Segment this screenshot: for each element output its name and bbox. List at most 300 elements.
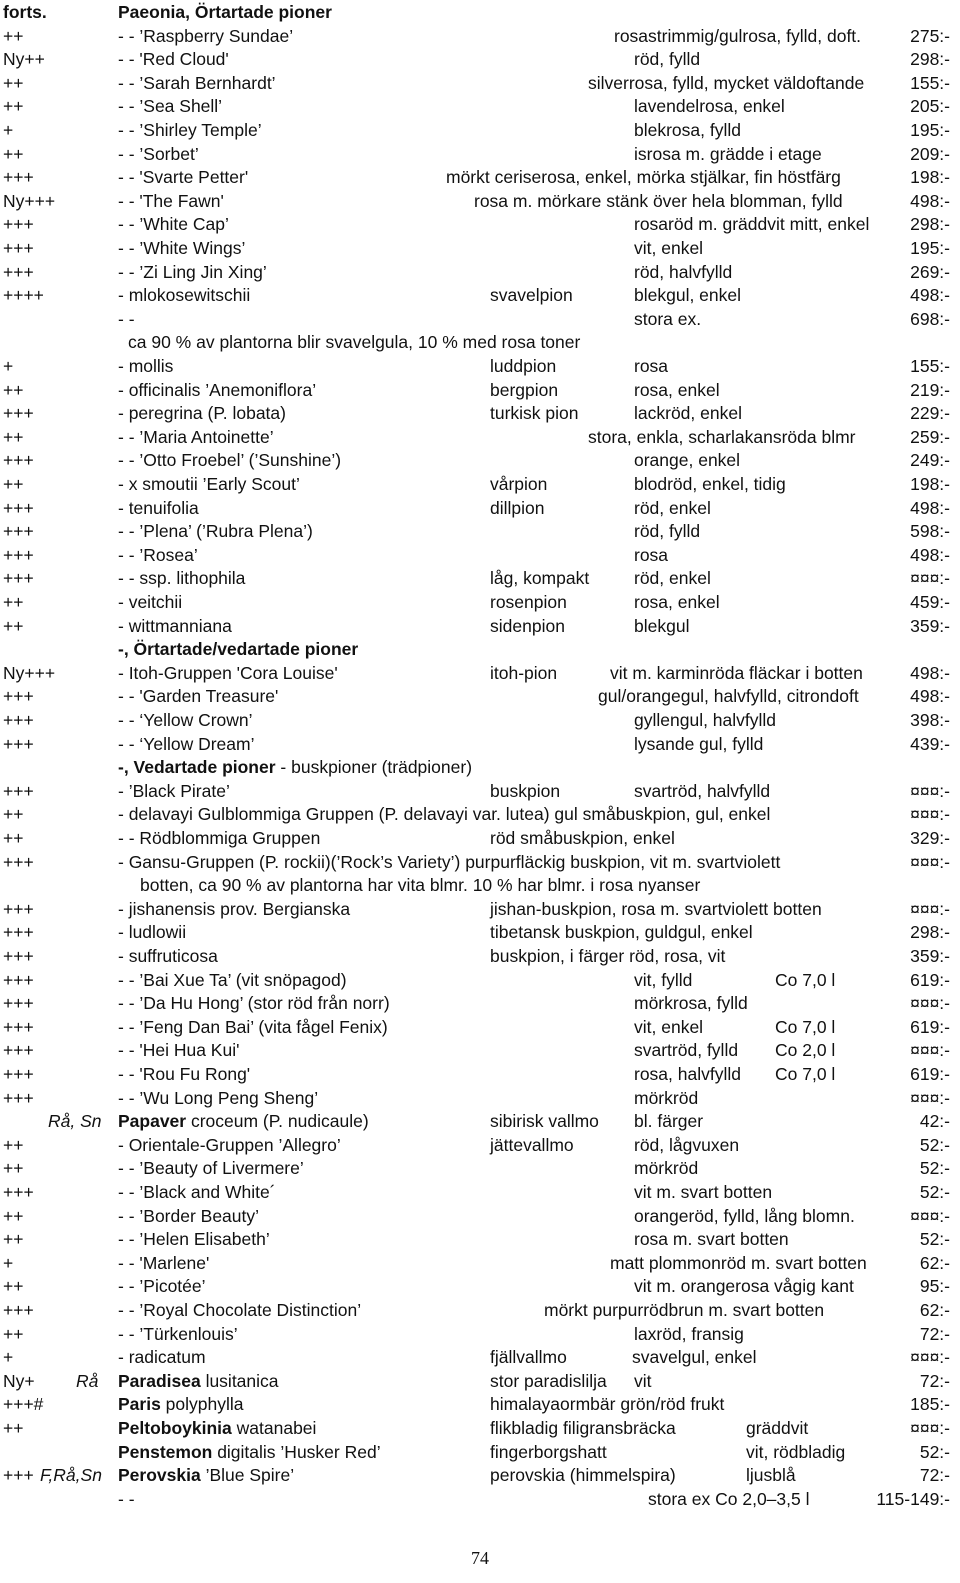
hardiness-code: ++ (3, 426, 24, 447)
description: svartröd, halvfylld (634, 780, 771, 801)
plant-name-main: - ’Black Pirate’ (118, 780, 230, 801)
list-item (0, 519, 960, 543)
extra-info: Co 2,0 l (775, 1040, 836, 1061)
price: 229:- (910, 403, 950, 424)
plant-name (118, 1345, 206, 1369)
list-item (0, 920, 960, 944)
description: vit m. orangerosa vågig kant (634, 1276, 854, 1297)
description: blekgul, enkel (634, 285, 742, 306)
price: 52:- (919, 1441, 950, 1462)
price: 155:- (910, 72, 950, 93)
price: 205:- (910, 96, 950, 117)
plant-name-main: - - ’Raspberry Sundae’ (118, 25, 294, 46)
swedish-name: itoh-pion (490, 662, 558, 683)
hardiness-code: +++ (3, 1300, 34, 1320)
price: 398:- (910, 710, 950, 730)
plant-name-main: Perovskia (118, 1465, 201, 1486)
swedish-name: rosenpion (490, 592, 567, 612)
list-item (0, 142, 960, 166)
plant-name (118, 212, 229, 236)
list-item (0, 873, 960, 897)
location-code: F,Rå,Sn (40, 1465, 102, 1486)
list-item (0, 661, 960, 685)
price: 598:- (910, 521, 950, 542)
list-item (0, 425, 960, 449)
plant-name-main: - - ’Beauty of Livermere’ (118, 1158, 304, 1179)
swedish-name: flikbladig filigransbräcka (490, 1418, 676, 1438)
plant-name (118, 496, 199, 520)
hardiness-code: ++ (3, 1229, 24, 1250)
hardiness-code: +++ (3, 922, 34, 943)
price: 52:- (919, 1182, 950, 1202)
hardiness-code: +++ (3, 710, 34, 730)
plant-name-main: - - ’Rosea’ (118, 544, 198, 565)
list-item (0, 1062, 960, 1086)
hardiness-code: +++ (3, 238, 34, 258)
hardiness-code: ++ (3, 1418, 24, 1438)
plant-name-main: - - ’Picotée’ (118, 1276, 206, 1297)
plant-name-main: - - 'Garden Treasure' (118, 686, 279, 707)
hardiness-code: Ny+++ (3, 190, 56, 211)
plant-name (118, 165, 248, 189)
list-item (0, 24, 960, 48)
list-item (0, 637, 960, 661)
hardiness-code: ++ (3, 615, 24, 636)
description: rosa, halvfylld (634, 1064, 741, 1084)
extra-info: Co 7,0 l (775, 1016, 836, 1037)
plant-name (118, 1440, 381, 1464)
list-item (0, 1322, 960, 1346)
description: stora ex Co 2,0–3,5 l (648, 1488, 810, 1509)
swedish-name: jishan-buskpion, rosa m. svartviolett botten (490, 898, 822, 919)
plant-name (118, 47, 229, 71)
swedish-name: fjällvallmo (490, 1347, 567, 1368)
plant-name-main: - - 'Marlene' (118, 1252, 210, 1273)
swedish-name: turkisk pion (490, 403, 579, 424)
price: 459:- (910, 592, 950, 612)
plant-name (118, 566, 245, 590)
description: mörkt purpurrödbrun m. svart botten (544, 1300, 825, 1320)
swedish-name: buskpion (490, 780, 561, 801)
note-text: ca 90 % av plantorna blir svavelgula, 10 % med rosa toner (128, 332, 581, 353)
plant-name-main: - mollis (118, 356, 174, 376)
description: röd, fylld (634, 49, 701, 70)
hardiness-code: ++ (3, 1134, 24, 1155)
plant-name (118, 1487, 135, 1511)
plant-name (118, 118, 262, 142)
swedish-name: stor paradislilja (490, 1370, 607, 1391)
plant-name-main: - - ’Royal Chocolate Distinction’ (118, 1300, 362, 1320)
swedish-name: bergpion (490, 379, 559, 400)
extra-info: ljusblå (746, 1465, 796, 1486)
hardiness-code: Ny+++ (3, 662, 56, 683)
description: rosa, enkel (634, 592, 720, 612)
price: 95:- (919, 1276, 950, 1297)
description: isrosa m. grädde i etage (634, 143, 822, 164)
list-item (0, 496, 960, 520)
plant-name-main: Peltoboykinia (118, 1418, 232, 1438)
price: 498:- (910, 190, 950, 211)
price: 209:- (910, 143, 950, 164)
hardiness-code: ++ (3, 96, 24, 117)
price: ¤¤¤:- (910, 851, 950, 872)
plant-name-main: - - ’Zi Ling Jin Xing’ (118, 261, 267, 282)
plant-name (118, 1251, 209, 1275)
description: blekgul (634, 615, 690, 636)
list-item (0, 684, 960, 708)
plant-name-main: - x smoutii ’Early Scout’ (118, 474, 300, 494)
plant-name (118, 732, 254, 756)
hardiness-code: ++ (3, 143, 24, 164)
description: rosa m. svart botten (634, 1229, 789, 1250)
list-item (0, 1298, 960, 1322)
price: 195:- (910, 120, 950, 140)
plant-name-main: - peregrina (P. lobata) (118, 403, 286, 424)
list-item (0, 1109, 960, 1133)
description: rosa (634, 356, 669, 376)
list-item (0, 1038, 960, 1062)
description: lysande gul, fylld (634, 733, 764, 754)
plant-name-main: - - ’Maria Antoinette’ (118, 426, 274, 447)
description: vit m. karminröda fläckar i botten (610, 662, 863, 683)
plant-name-main: Papaver (118, 1111, 187, 1132)
hardiness-code: +++ (3, 780, 34, 801)
price: 155:- (910, 356, 950, 376)
list-item (0, 590, 960, 614)
plant-name (118, 661, 338, 685)
price: 72:- (919, 1465, 950, 1486)
plant-name (118, 401, 286, 425)
description: röd, fylld (634, 521, 701, 542)
swedish-name: fingerborgshatt (490, 1441, 607, 1462)
list-item (0, 330, 960, 354)
description: mörkt ceriserosa, enkel, mörka stjälkar, fin höstfärg (446, 167, 841, 188)
plant-name-main: - delavayi Gulblommiga Gruppen (P. delavayi var. lutea) gul småbuskpion, gul, enkel (118, 804, 771, 825)
description: rosa (634, 544, 669, 565)
plant-name (118, 378, 316, 402)
swedish-name: jättevallmo (490, 1134, 574, 1155)
plant-name (118, 1015, 388, 1039)
hardiness-code: ++ (3, 804, 24, 825)
page-number: 74 (471, 1548, 489, 1568)
price: 275:- (910, 25, 950, 46)
price: ¤¤¤:- (910, 1040, 950, 1061)
plant-name-rest: polyphylla (160, 1394, 244, 1415)
price: ¤¤¤:- (910, 1347, 950, 1368)
description: vit (634, 1370, 652, 1391)
plant-name-main: -, Örtartade/vedartade pioner (118, 639, 359, 660)
plant-name-main: - - ’Bai Xue Ta’ (vit snöpagod) (118, 969, 347, 990)
description: rosaröd m. gräddvit mitt, enkel (634, 214, 870, 235)
location-code: Rå (76, 1370, 99, 1391)
description: röd, lågvuxen (634, 1134, 740, 1155)
list-item (0, 1204, 960, 1228)
price: 52:- (919, 1158, 950, 1179)
list-item (0, 1180, 960, 1204)
description: blodröd, enkel, tidig (634, 474, 786, 494)
price: 498:- (910, 662, 950, 683)
plant-name (118, 307, 135, 331)
plant-name-main: -, Vedartade pioner (118, 757, 276, 778)
plant-name (118, 779, 230, 803)
description: lackröd, enkel (634, 403, 742, 424)
location-code: Rå, Sn (48, 1111, 102, 1132)
plant-name-main: - Orientale-Gruppen ’Allegro’ (118, 1134, 341, 1155)
list-item (0, 1463, 960, 1487)
note-text: botten, ca 90 % av plantorna har vita blmr. 10 % har blmr. i rosa nyanser (140, 875, 701, 896)
hardiness-code: +++ (3, 851, 34, 872)
list-item (0, 1392, 960, 1416)
plant-name-rest: ’Blue Spire’ (200, 1465, 295, 1486)
price: 359:- (910, 615, 950, 636)
extra-info: Co 7,0 l (775, 969, 836, 990)
plant-name (118, 1274, 206, 1298)
plant-name-main: - - 'Red Cloud' (118, 49, 229, 70)
swedish-name: himalayaormbär grön/röd frukt (490, 1394, 725, 1415)
description: silverrosa, fylld, mycket väldoftande (588, 72, 865, 93)
price: 52:- (919, 1134, 950, 1155)
plant-name-main: - - ’Shirley Temple’ (118, 120, 262, 140)
list-item (0, 1015, 960, 1039)
plant-name (118, 637, 358, 661)
description: vit, enkel (634, 238, 704, 258)
hardiness-code: +++ (3, 686, 34, 707)
plant-name-main: - - Rödblommiga Gruppen (118, 828, 321, 848)
description: matt plommonröd m. svart botten (610, 1252, 867, 1273)
plant-name-rest: lusitanica (200, 1370, 279, 1391)
price: 62:- (919, 1300, 950, 1320)
hardiness-code: + (3, 120, 14, 140)
price: 619:- (910, 1016, 950, 1037)
hardiness-code: +++ (3, 1064, 34, 1084)
hardiness-code: +++ (3, 1182, 34, 1202)
description: gul/orangegul, halvfylld, citrondoft (598, 686, 859, 707)
list-item (0, 472, 960, 496)
plant-name (118, 1204, 259, 1228)
plant-name-main: - mlokosewitschii (118, 285, 251, 306)
plant-name (118, 142, 199, 166)
plant-name-rest: watanabei (231, 1418, 317, 1438)
description: mörkröd (634, 1158, 699, 1179)
plant-name-rest: - buskpioner (trädpioner) (275, 757, 473, 778)
plant-name-main: - - ’Wu Long Peng Sheng’ (118, 1087, 319, 1108)
price: 269:- (910, 261, 950, 282)
plant-name-main: - - ‘Yellow Crown’ (118, 710, 253, 730)
hardiness-code: ++ (3, 25, 24, 46)
hardiness-code: Ny+ (3, 1370, 35, 1391)
price: 298:- (910, 214, 950, 235)
list-item (0, 968, 960, 992)
plant-name (118, 1109, 369, 1133)
list-item (0, 802, 960, 826)
price: ¤¤¤:- (910, 898, 950, 919)
list-item (0, 283, 960, 307)
plant-name (118, 0, 332, 24)
plant-name (118, 850, 780, 874)
list-item (0, 614, 960, 638)
description: vit, enkel (634, 1016, 704, 1037)
plant-name (118, 354, 173, 378)
description: vit m. svart botten (634, 1182, 773, 1202)
price: 298:- (910, 922, 950, 943)
plant-name-main: - - ’Türkenlouis’ (118, 1323, 238, 1344)
description: laxröd, fransig (634, 1323, 744, 1344)
plant-name-main: - - ’Da Hu Hong’ (stor röd från norr) (118, 993, 390, 1014)
swedish-name: dillpion (490, 497, 545, 518)
list-item (0, 850, 960, 874)
plant-name-main: - - ’Otto Froebel’ (’Sunshine’) (118, 450, 342, 471)
hardiness-code: +++ (3, 521, 34, 542)
price: 439:- (910, 733, 950, 754)
plant-name-main: - ludlowii (118, 922, 187, 943)
hardiness-code: +++ (3, 568, 34, 589)
price: ¤¤¤:- (910, 804, 950, 825)
description: lavendelrosa, enkel (634, 96, 785, 117)
price: 219:- (910, 379, 950, 400)
hardiness-code: +++ (3, 1016, 34, 1037)
hardiness-code: ++ (3, 592, 24, 612)
list-item (0, 1274, 960, 1298)
plant-name-main: - - ’White Cap’ (118, 214, 229, 235)
price: ¤¤¤:- (910, 993, 950, 1014)
swedish-name: buskpion, i färger röd, rosa, vit (490, 946, 726, 966)
list-item (0, 1487, 960, 1511)
hardiness-code: +++ (3, 544, 34, 565)
extra-info: gräddvit (746, 1418, 809, 1438)
plant-name (118, 991, 390, 1015)
plant-name (118, 920, 186, 944)
plant-name (118, 1416, 316, 1440)
swedish-name: luddpion (490, 356, 557, 376)
swedish-name: sidenpion (490, 615, 565, 636)
plant-name (118, 519, 313, 543)
list-item (0, 944, 960, 968)
price: ¤¤¤:- (910, 1205, 950, 1226)
price: 498:- (910, 285, 950, 306)
plant-name-main: Penstemon (118, 1441, 213, 1462)
plant-name (118, 71, 276, 95)
list-item (0, 543, 960, 567)
plant-name-rest: digitalis ’Husker Red’ (212, 1441, 381, 1462)
price: 52:- (919, 1229, 950, 1250)
plant-name (118, 1156, 304, 1180)
list-item (0, 354, 960, 378)
plant-name-main: - - 'Svarte Petter' (118, 167, 249, 188)
description: stora, enkla, scharlakansröda blmr (588, 426, 856, 447)
plant-name-main: - - 'Rou Fu Rong' (118, 1064, 251, 1084)
description: mörkrosa, fylld (634, 993, 748, 1014)
hardiness-code: ++ (3, 474, 24, 494)
plant-name (118, 802, 770, 826)
price: 198:- (910, 167, 950, 188)
list-item (0, 1251, 960, 1275)
plant-name (118, 1180, 276, 1204)
hardiness-code: +++ (3, 214, 34, 235)
list-item (0, 448, 960, 472)
price: ¤¤¤:- (910, 1087, 950, 1108)
hardiness-code: +++ (3, 1087, 34, 1108)
plant-name (118, 472, 300, 496)
plant-name-main: Paris (118, 1394, 161, 1415)
swedish-name: tibetansk buskpion, guldgul, enkel (490, 922, 753, 943)
list-item (0, 401, 960, 425)
plant-name-main: - - 'Hei Hua Kui' (118, 1040, 240, 1061)
hardiness-code: +++ (3, 403, 34, 424)
hardiness-code: ++ (3, 1205, 24, 1226)
price: 498:- (910, 686, 950, 707)
plant-name-main: - - ’Sorbet’ (118, 143, 199, 164)
plant-name (118, 24, 293, 48)
hardiness-code: ++ (3, 1276, 24, 1297)
plant-name-main: - - 'The Fawn' (118, 190, 224, 211)
plant-name (118, 236, 245, 260)
description: rosa, enkel (634, 379, 720, 400)
list-item (0, 779, 960, 803)
description: röd, enkel (634, 568, 711, 589)
price: 115-149:- (876, 1488, 950, 1509)
list-item (0, 1133, 960, 1157)
description: bl. färger (634, 1111, 704, 1132)
hardiness-code: +++ (3, 450, 34, 471)
hardiness-code: +++# (3, 1394, 44, 1415)
description: röd, halvfylld (634, 261, 733, 282)
plant-name-main: - - ssp. lithophila (118, 568, 246, 589)
plant-name-main: - - ’Border Beauty’ (118, 1205, 260, 1226)
plant-name-main: - Gansu-Gruppen (P. rockii)(’Rock’s Variety’) purpurfläckig buskpion, vit m. svartviolett (118, 851, 781, 872)
plant-name (118, 1086, 318, 1110)
extra-info: Co 7,0 l (775, 1064, 836, 1084)
list-item (0, 260, 960, 284)
hardiness-code: +++ (3, 993, 34, 1014)
list-item (0, 165, 960, 189)
hardiness-code: +++ (3, 733, 34, 754)
description: vit, fylld (634, 969, 693, 990)
plant-name-main: - Itoh-Gruppen 'Cora Louise' (118, 662, 338, 683)
hardiness-code: +++ (3, 167, 34, 188)
plant-name (118, 260, 267, 284)
swedish-name: röd småbuskpion, enkel (490, 828, 675, 848)
price: 42:- (919, 1111, 950, 1132)
list-item (0, 236, 960, 260)
plant-name (118, 708, 253, 732)
plant-name (118, 826, 320, 850)
hardiness-code: +++ (3, 1465, 34, 1486)
plant-name (118, 94, 222, 118)
plant-name (118, 543, 198, 567)
plant-name-main: - - (118, 1488, 135, 1509)
hardiness-code: ++ (3, 1158, 24, 1179)
plant-name-main: - - ’Feng Dan Bai’ (vita fågel Fenix) (118, 1016, 388, 1037)
plant-name (118, 968, 347, 992)
plant-name (118, 1369, 279, 1393)
plant-name (118, 1298, 361, 1322)
description: orangeröd, fylld, lång blomn. (634, 1205, 855, 1226)
description: stora ex. (634, 308, 702, 329)
price: 62:- (919, 1252, 950, 1273)
swedish-name: sibirisk vallmo (490, 1111, 599, 1132)
plant-name-main: - - ’Sea Shell’ (118, 96, 223, 117)
list-item (0, 118, 960, 142)
price: 619:- (910, 1064, 950, 1084)
list-item (0, 1227, 960, 1251)
plant-name-rest: croceum (P. nudicaule) (186, 1111, 369, 1132)
plant-name (118, 1133, 341, 1157)
plant-name-main: Paradisea (118, 1370, 201, 1391)
hardiness-code: ++ (3, 828, 24, 848)
list-item (0, 991, 960, 1015)
list-item (0, 897, 960, 921)
price: 619:- (910, 969, 950, 990)
